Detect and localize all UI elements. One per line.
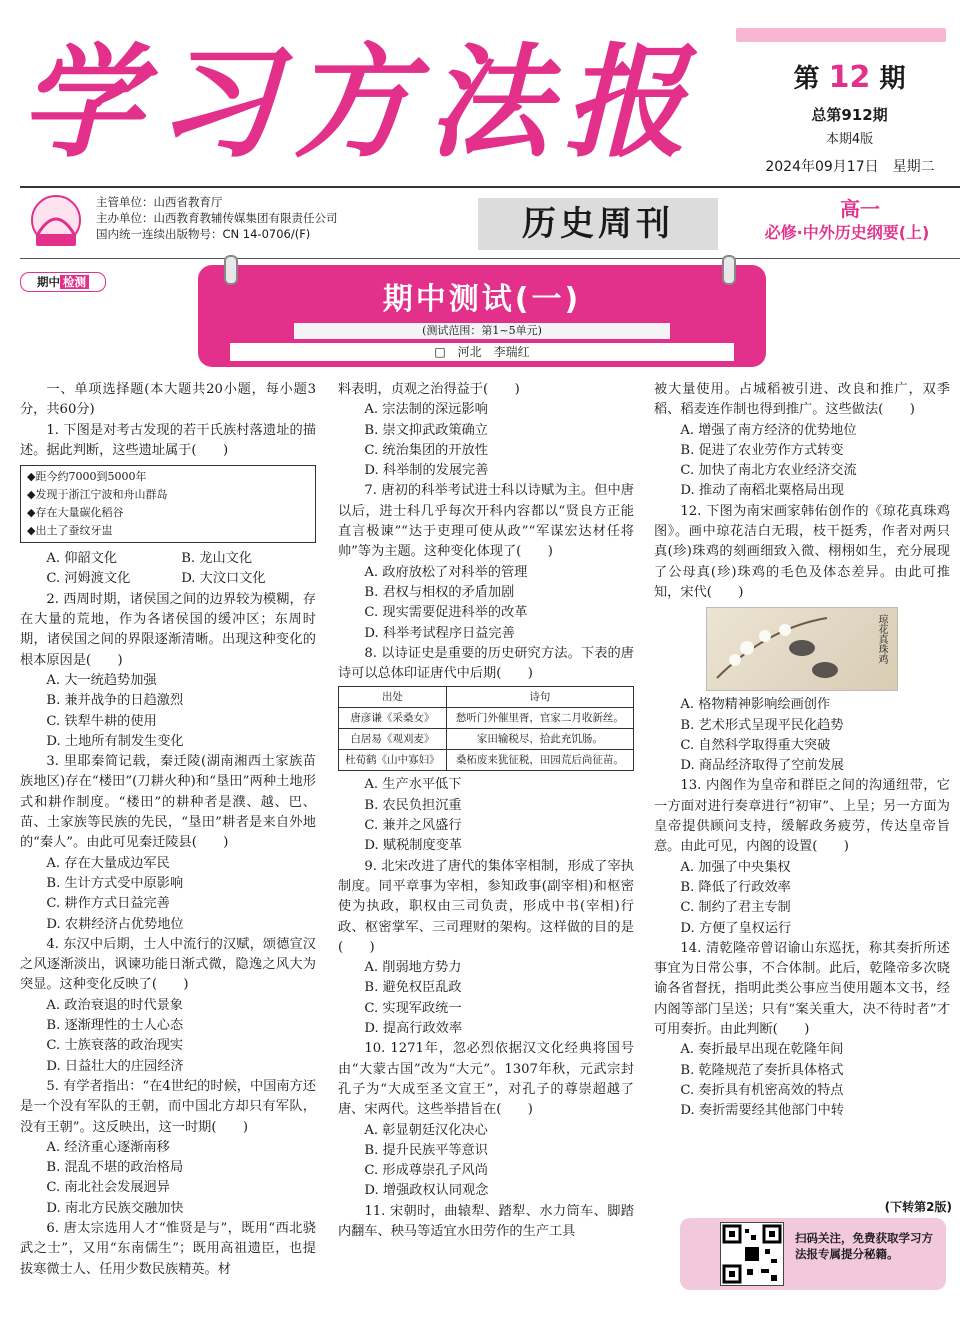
answer-option: B. 乾隆规范了奏折具体格式	[680, 1062, 844, 1078]
answer-option: B. 避免权臣乱政	[364, 980, 462, 996]
answer-option: B. 生计方式受中原影响	[46, 875, 184, 891]
question-text: 4. 东汉中后期，士人中流行的汉赋，颂德宣汉之风逐渐淡出，讽谏功能日渐式微，隐逸之风大为突显。这种变化反映了( )	[20, 936, 316, 993]
answer-option: B. 崇文抑武政策确立	[364, 422, 488, 438]
answer-option: B. 逐渐理性的士人心态	[46, 1018, 184, 1034]
answer-option: C. 统治集团的开放性	[364, 442, 488, 458]
total-issue: 总第912期	[811, 106, 888, 124]
table-cell: 愁听门外催里胥，官家二月收新丝。	[446, 708, 633, 729]
question-text: 被大量使用。占城稻被引进、改良和推广，双季稻、稻麦连作制也得到推广。这些做法( )	[654, 382, 950, 418]
question-text: 7. 唐初的科举考试进士科以诗赋为主。但中唐以后，进士科几乎每次开科内容都以“贤良方正能直言极谏”“达于吏理可使从政”“军谋宏达材任将帅”等为主题。这种变化体现了( )	[338, 483, 634, 560]
answer-option: A. 格物精神影响绘画创作	[680, 697, 831, 713]
answer-option: A. 削弱地方势力	[364, 960, 462, 976]
issue-date: 2024年09月17日 星期二	[765, 159, 935, 175]
answer-option: A. 大一统趋势加强	[46, 672, 157, 688]
answer-option: C. 实现军政统一	[364, 1000, 462, 1016]
answer-option: C. 铁犁牛耕的使用	[46, 713, 157, 729]
answer-option: C. 自然科学取得重大突破	[680, 737, 831, 753]
answer-option: D. 方便了皇权运行	[680, 920, 792, 936]
answer-option: B. 艺术形式呈现平民化趋势	[680, 717, 844, 733]
continued-note: (下转第2版)	[884, 1200, 952, 1214]
table-row	[339, 750, 634, 771]
table-row	[339, 729, 634, 750]
option: B. 龙山文化	[181, 551, 253, 567]
option-row	[20, 549, 316, 569]
top-accent-bar	[736, 28, 946, 42]
answer-option: D. 奏折需要经其他部门中转	[680, 1103, 844, 1119]
answer-option: A. 加强了中央集权	[680, 859, 791, 875]
answer-option: D. 日益壮大的庄园经济	[46, 1058, 184, 1074]
column-1	[20, 380, 316, 1280]
question-text: 6. 唐太宗选用人才“惟贤是与”，既用“西北骁武之士”，又用“东南儒生”；既用高祖遗臣，也提拔寒微士人、任用少数民族精英。材	[20, 1220, 316, 1277]
info-box-line: ◆发现于浙江宁波和舟山群岛	[27, 488, 168, 502]
answer-option: B. 混乱不堪的政治格局	[46, 1160, 184, 1176]
answer-option: D. 提高行政效率	[364, 1021, 463, 1037]
answer-option: A. 政治衰退的时代景象	[46, 997, 183, 1013]
answer-option: A. 宗法制的深远影响	[364, 402, 488, 418]
question-text: 10. 1271年，忽必烈依据汉文化经典将国号由“大蒙古国”改为“大元”。1307年秋，元武宗封孔子为“大成至圣文宣王”，对孔子的尊崇超越了唐、宋两代。这些举措旨在( )	[338, 1041, 634, 1118]
table-cell: 白居易《观刈麦》	[339, 729, 447, 750]
table-header: 诗句	[446, 687, 633, 708]
qr-code-icon[interactable]	[720, 1222, 784, 1286]
info-box-line: ◆距今约7000到5000年	[27, 470, 147, 484]
page-count: 本期4版	[825, 132, 874, 147]
painting-image	[706, 607, 898, 691]
table-cell: 家田输税尽，拾此充饥肠。	[446, 729, 633, 750]
masthead-title: 学习方法报	[20, 32, 700, 174]
answer-option: B. 提升民族平等意识	[364, 1142, 488, 1158]
answer-option: D. 商品经济取得了空前发展	[680, 758, 844, 774]
poem-table	[338, 686, 634, 771]
issue-number: 第 12 期	[793, 60, 906, 95]
answer-option: C. 南北社会发展迥异	[46, 1180, 170, 1196]
test-scope: (测试范围：第1~5单元)	[294, 323, 670, 339]
answer-option: B. 兼并战争的日趋激烈	[46, 693, 184, 709]
table-cell: 杜荀鹤《山中寡妇》	[339, 750, 447, 771]
table-row	[339, 708, 634, 729]
question-text: 料表明，贞观之治得益于( )	[338, 382, 520, 397]
info-box-line: ◆出土了蚕纹牙盅	[27, 524, 113, 538]
answer-option: D. 推动了南稻北粟格局出现	[680, 483, 844, 499]
test-title: 期中测试(一)	[382, 282, 582, 317]
answer-option: A. 奏折最早出现在乾隆年间	[680, 1042, 844, 1058]
question-text: 9. 北宋改进了唐代的集体宰相制，形成了宰执制度。同平章事为宰相，参知政事(副宰相)和枢密使为执政，职权由三司负责，形成中书(宰相)行政、枢密掌军、三司理财的架构。这样做的目的是( )	[338, 858, 634, 955]
answer-option: C. 制约了君主专制	[680, 900, 791, 916]
question-text: 一、单项选择题(本大题共20小题，每小题3分，共60分)	[20, 382, 316, 418]
answer-option: C. 现实需要促进科举的改革	[364, 605, 528, 621]
answer-option: A. 生产水平低下	[364, 777, 462, 793]
painting-birds-icon	[707, 608, 897, 690]
table-cell: 唐彦谦《采桑女》	[339, 708, 447, 729]
answer-option: B. 促进了农业劳作方式转变	[680, 442, 844, 458]
answer-option: C. 奏折具有机密高效的特点	[680, 1082, 844, 1098]
column-3	[654, 380, 950, 1122]
info-box-line: ◆存在大量碳化稻谷	[27, 506, 124, 520]
author-line: □ 河北 李瑞红	[230, 343, 734, 361]
option: A. 仰韶文化	[46, 551, 118, 567]
course-label: 必修·中外历史纲要(上)	[764, 223, 930, 242]
section-tag: 期中 检测	[20, 272, 106, 292]
answer-option: C. 加快了南北方农业经济交流	[680, 463, 857, 479]
question-text: 8. 以诗证史是重要的历史研究方法。下表的唐诗可以总体印证唐代中后期( )	[338, 645, 634, 682]
question-text: 5. 有学者指出：“在4世纪的时候，中国南方还是一个没有军队的王朝，而中国北方却只有军队，没有王朝”。这反映出，这一时期( )	[20, 1078, 316, 1135]
answer-option: D. 科举制的发展完善	[364, 463, 489, 479]
column-name: 历史周刊	[478, 198, 718, 250]
question-text: 2. 西周时期，诸侯国之间的边界较为模糊，存在大量的荒地，作为各诸侯国的缓冲区；东周时期，诸侯国之间的界限逐渐清晰。出现这种变化的根本原因是( )	[20, 591, 316, 668]
publisher-info: 主管单位：山西省教育厅 主办单位：山西教育教辅传媒集团有限责任公司 国内统一连续出版物号：CN 14-0706/(F)	[96, 195, 338, 241]
answer-option: D. 赋税制度变革	[364, 838, 463, 854]
qr-promo-text: 扫码关注，免费获取学习方法报专属提分秘籍。	[795, 1231, 933, 1261]
grade-label: 高一	[840, 197, 880, 221]
option: D. 大汶口文化	[181, 571, 266, 587]
table-header: 出处	[339, 687, 447, 708]
answer-option: A. 经济重心逐渐南移	[46, 1139, 170, 1155]
painting-caption: 琼花真珠鸡	[876, 614, 887, 665]
answer-option: B. 农民负担沉重	[364, 797, 462, 813]
newspaper-logo-icon	[24, 194, 88, 250]
question-text: 12. 下图为南宋画家韩佑创作的《琼花真珠鸡图》。画中琼花洁白无瑕，枝干挺秀，作者对两只真(珍)珠鸡的刻画细致入微、栩栩如生，充分展现了公母真(珍)珠鸡的毛色及体态差异。由此可推知，宋代( )	[654, 503, 950, 600]
question-text: 11. 宋朝时，曲辕犁、踏犁、水力筒车、脚踏内翻车、秧马等适宜水田劳作的生产工具	[338, 1203, 634, 1239]
answer-option: B. 降低了行政效率	[680, 879, 791, 895]
answer-option: D. 农耕经济占优势地位	[46, 916, 184, 932]
answer-option: D. 科举考试程序日益完善	[364, 625, 515, 641]
answer-option: C. 兼并之风盛行	[364, 818, 462, 834]
question-text: 1. 下图是对考古发现的若干氏族村落遗址的描述。据此判断，这些遗址属于( )	[20, 422, 316, 458]
answer-option: A. 存在大量成边军民	[46, 855, 170, 871]
question-text: 3. 里耶秦简记载，秦迁陵(湖南湘西土家族苗族地区)存在“楼田”(刀耕火种)和“垦田”两种土地形式和耕作制度。“楼田”的耕种者是濮、越、巴、苗、土家族等民族的先民，“垦田”耕者是来自外地的“秦人”。由此可见秦迁陵县( )	[20, 754, 316, 851]
divider	[20, 258, 960, 259]
table-cell: 桑柘废来犹征税，田园荒后尚征苗。	[446, 750, 633, 771]
answer-option: C. 士族衰落的政治现实	[46, 1038, 184, 1054]
answer-option: D. 增强政权认同观念	[364, 1183, 489, 1199]
option-row	[20, 569, 316, 589]
question-text: 14. 清乾隆帝曾诏谕山东巡抚，称其奏折所述事宜为日常公事，不合体制。此后，乾隆帝多次晓谕各省督抚，指明此类公事应当使用题本文书，经内阁等部门呈送；只有“案关重大，决不待时者”才可用奏折。由此判断( )	[654, 940, 950, 1038]
answer-option: D. 南北方民族交融加快	[46, 1200, 184, 1216]
question-text: 13. 内阁作为皇帝和群臣之间的沟通纽带，它一方面对进行奏章进行“初审”、上呈；另一方面为皇帝提供顾问支持，缓解政务疲劳，传达皇帝旨意。由此可见，内阁的设置( )	[654, 778, 950, 855]
answer-option: A. 彰显朝廷汉化决心	[364, 1122, 488, 1138]
info-box	[20, 465, 316, 543]
column-2	[338, 380, 634, 1242]
answer-option: C. 耕作方式日益完善	[46, 896, 170, 912]
answer-option: A. 政府放松了对科举的管理	[364, 564, 528, 580]
divider	[20, 186, 960, 188]
option: C. 河姆渡文化	[46, 571, 131, 587]
answer-option: C. 形成尊崇孔子风尚	[364, 1163, 488, 1179]
answer-option: D. 土地所有制发生变化	[46, 733, 184, 749]
answer-option: A. 增强了南方经济的优势地位	[680, 422, 857, 438]
answer-option: B. 君权与相权的矛盾加剧	[364, 584, 515, 600]
